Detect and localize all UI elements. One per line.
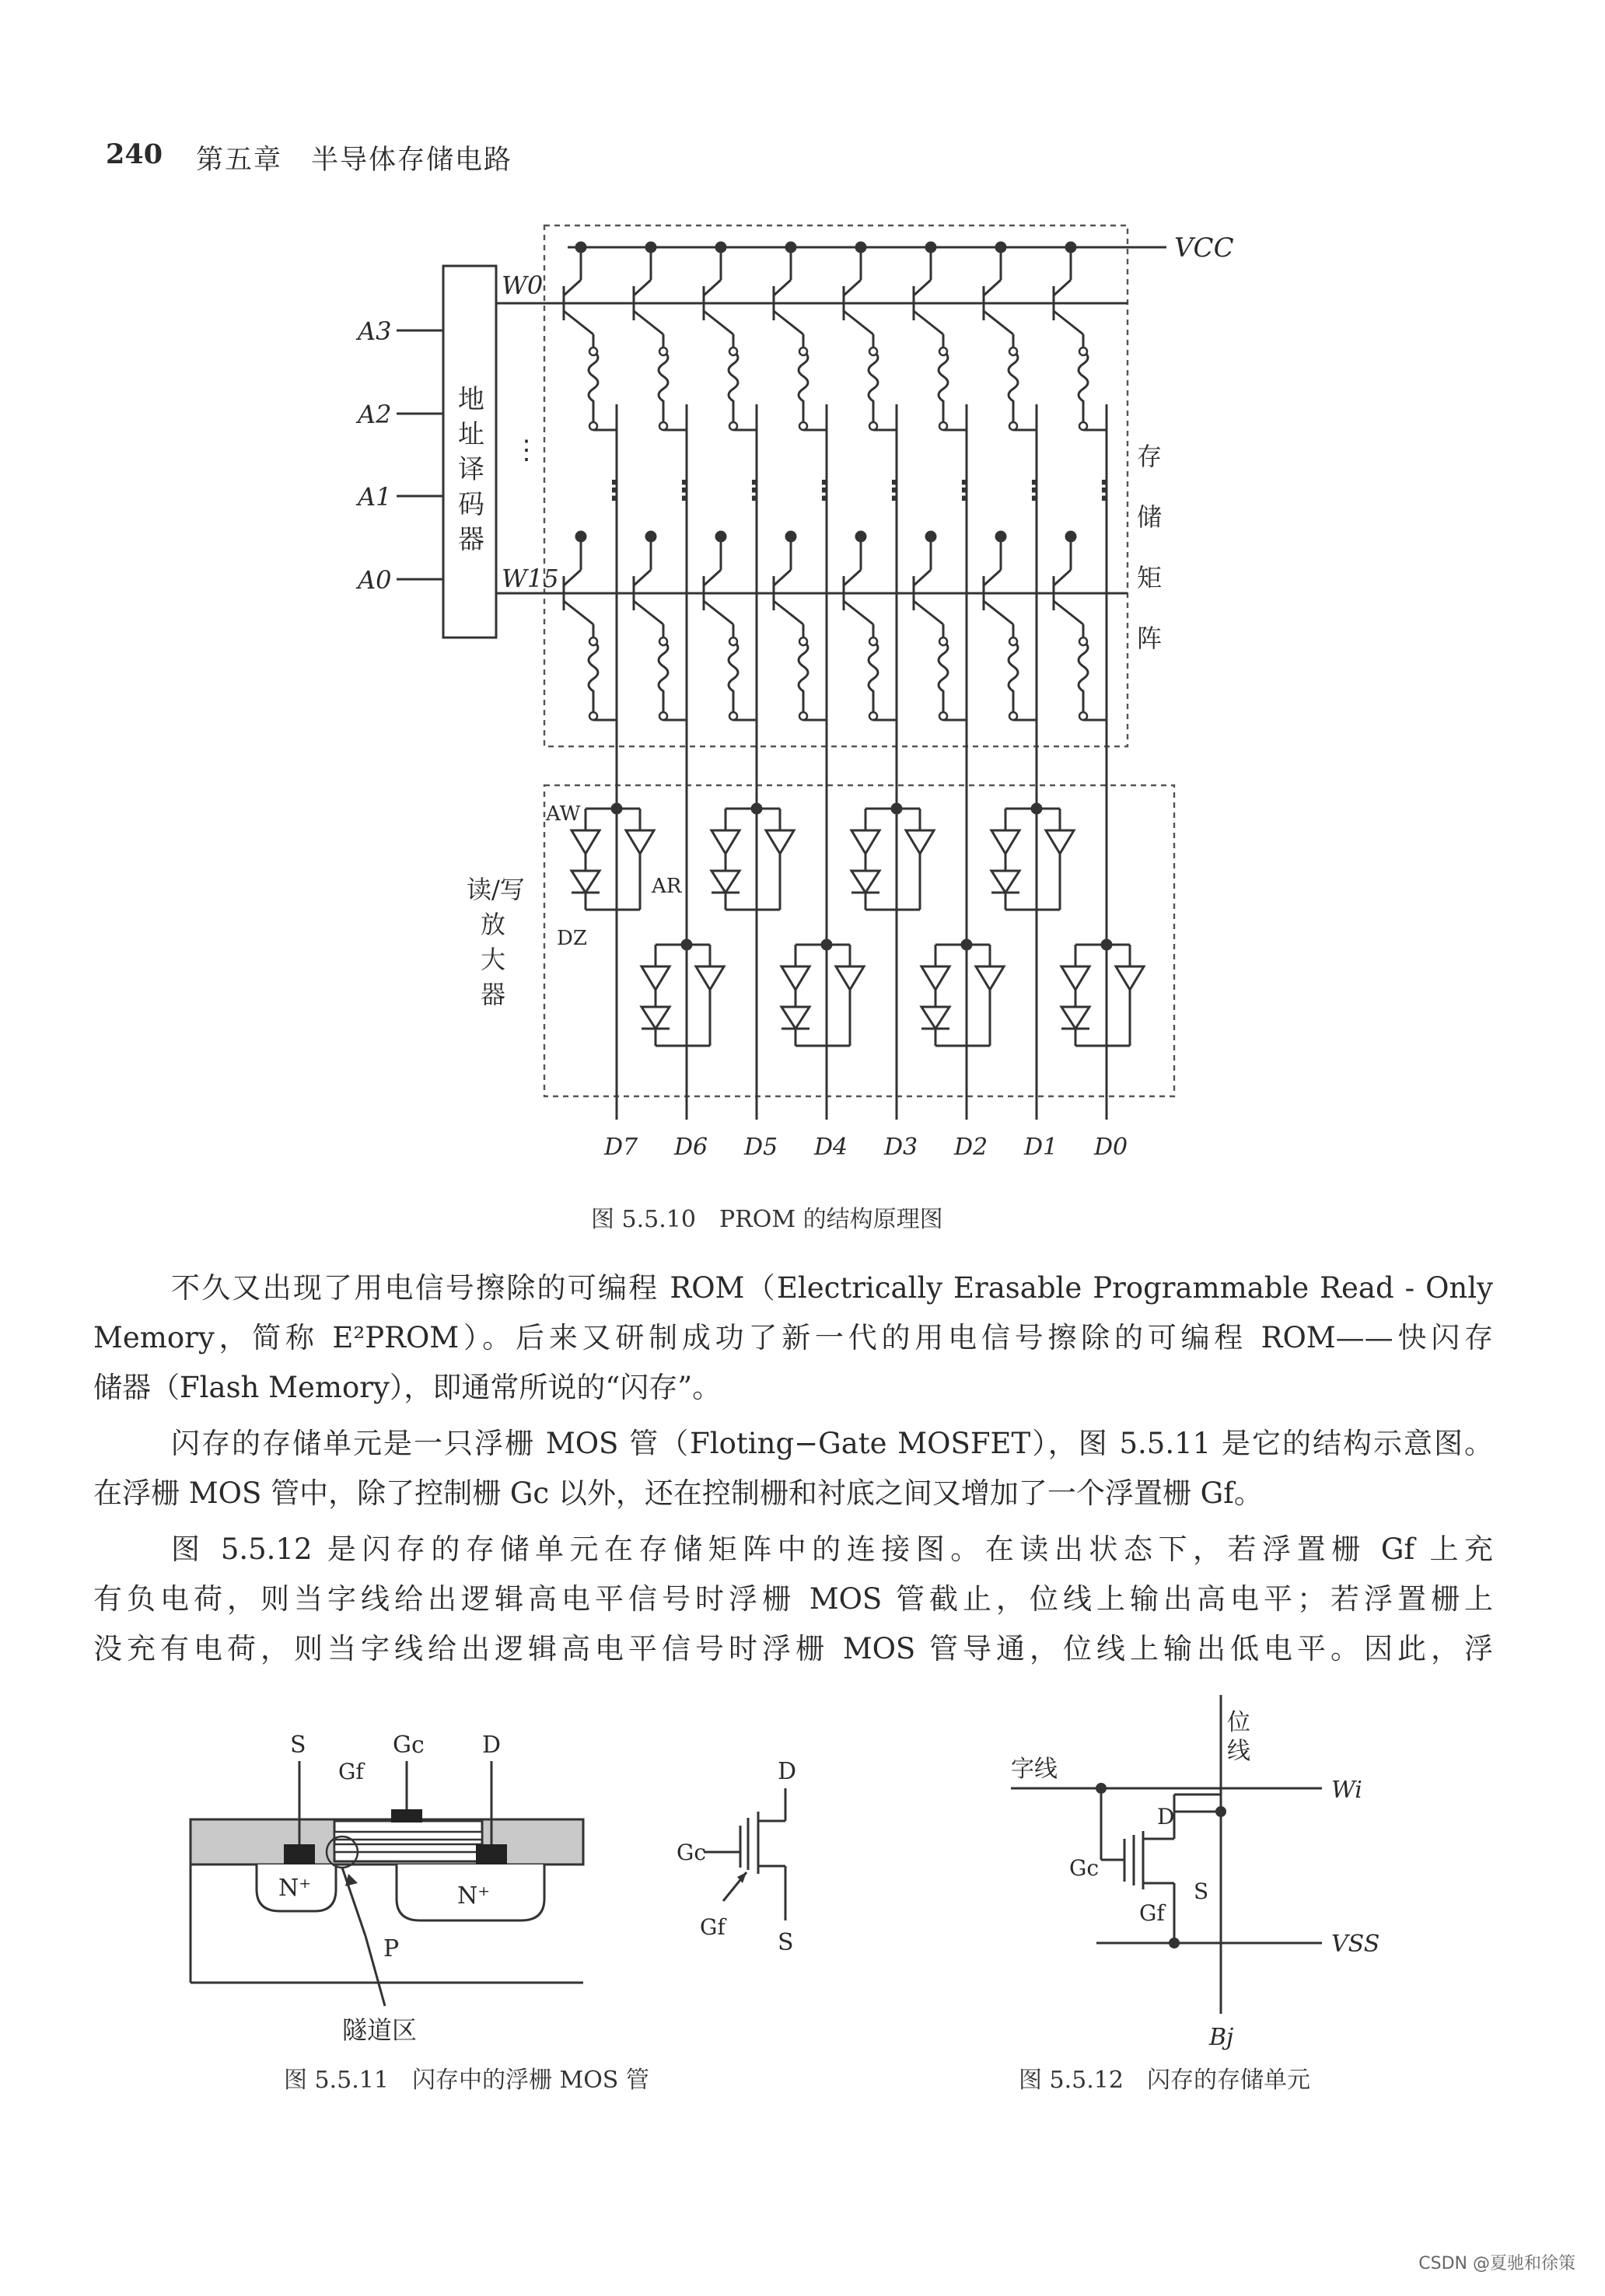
decoder-label-char-3: 译 — [458, 454, 484, 485]
aw-label: AW — [546, 802, 581, 826]
watermark: CSDN @夏驰和徐策 — [1418, 2254, 1575, 2273]
vcc-label: VCC — [1174, 232, 1234, 264]
w0-label: W0 — [502, 271, 544, 300]
fig11-sym-s: S — [778, 1929, 794, 1956]
rw-amplifier-cell — [572, 804, 654, 910]
paragraph-line-8: 没充有电荷，则当字线给出逻辑高电平信号时浮栅 MOS 管导通，位线上输出低电平。因此，浮 — [93, 1632, 1493, 1665]
fig11-tunnel-label: 隧道区 — [342, 2015, 418, 2045]
junction-dot — [926, 243, 935, 252]
paragraph-line-1: 不久又出现了用电信号擦除的可编程 ROM（Electrically Erasable Programmable Read - Only — [171, 1271, 1493, 1305]
paragraph-line-7: 有负电荷，则当字线给出逻辑高电平信号时浮栅 MOS 管截止，位线上输出高电平；若浮置栅上 — [93, 1582, 1493, 1616]
fig11-p-label: P — [383, 1935, 400, 1962]
decoder-label-char-2: 址 — [458, 419, 484, 450]
fig11-gf-label: Gf — [338, 1759, 364, 1784]
page-number: 240 — [106, 138, 163, 170]
fig12-wordline-label: 字线 — [1011, 1756, 1058, 1783]
fig12-bj-label: Bj — [1209, 2024, 1234, 2051]
fig11-n1-label: N⁺ — [278, 1875, 312, 1902]
fig11-s-label: S — [290, 1732, 306, 1759]
amp-label-char-3: 器 — [481, 980, 506, 1009]
matrix-column — [564, 243, 626, 1120]
ellipsis: ⋮ — [883, 477, 906, 504]
junction-dot — [856, 243, 865, 252]
fig12-wi-label: Wi — [1331, 1777, 1362, 1804]
output-label: D6 — [674, 1134, 708, 1161]
fig11-caption: 图 5.5.11 闪存中的浮栅 MOS 管 — [284, 2067, 649, 2094]
junction-dot — [786, 243, 796, 252]
fig12-caption: 图 5.5.12 闪存的存储单元 — [1019, 2067, 1310, 2094]
junction-dot — [646, 243, 656, 252]
output-label: D5 — [744, 1134, 778, 1161]
output-label: D4 — [814, 1134, 848, 1161]
matrix-column — [774, 243, 836, 1120]
addr-a0: A0 — [358, 565, 392, 595]
decoder-ellipsis: ⋮ — [513, 435, 540, 466]
junction-dot — [786, 532, 796, 541]
fig11-sym-gf: Gf — [700, 1914, 726, 1940]
decoder-label-char-5: 器 — [458, 524, 484, 555]
matrix-label-char-3: 矩 — [1137, 563, 1163, 592]
output-label: D2 — [954, 1134, 988, 1161]
fig11-d-label: D — [482, 1732, 502, 1759]
fig12-gc-label: Gc — [1069, 1855, 1100, 1881]
junction-dot — [716, 243, 726, 252]
matrix-column — [914, 243, 976, 1120]
ellipsis: ⋮ — [673, 477, 696, 504]
amp-label-char-1: 放 — [481, 910, 506, 939]
ellipsis: ⋮ — [603, 477, 626, 504]
junction-dot — [576, 243, 586, 252]
fig12-gf-label: Gf — [1139, 1900, 1165, 1926]
addr-a3: A3 — [358, 316, 392, 346]
dz-label: DZ — [557, 927, 587, 950]
fig12-s-label: S — [1194, 1878, 1209, 1904]
junction-dot — [996, 243, 1005, 252]
matrix-label-char-2: 储 — [1137, 502, 1163, 532]
junction-dot — [856, 532, 865, 541]
addr-a1: A1 — [358, 482, 392, 512]
ellipsis: ⋮ — [813, 477, 836, 504]
paragraph-line-6: 图 5.5.12 是闪存的存储单元在存储矩阵中的连接图。在读出状态下，若浮置栅 Gf 上充 — [171, 1532, 1493, 1566]
output-label: D3 — [884, 1134, 918, 1161]
paragraph-line-4: 闪存的存储单元是一只浮栅 MOS 管（Floting−Gate MOSFET），图 5.5.11 是它的结构示意图。 — [171, 1427, 1493, 1460]
amp-label-char-2: 大 — [481, 945, 506, 974]
junction-dot — [1066, 532, 1075, 541]
rw-amplifier-cell — [851, 804, 934, 910]
matrix-column — [634, 243, 696, 1120]
flash-cell-diagram — [0, 1687, 1605, 2123]
junction-dot — [1066, 243, 1075, 252]
paragraph-line-5: 在浮栅 MOS 管中，除了控制栅 Gc 以外，还在控制栅和衬底之间又增加了一个浮置栅 Gf。 — [93, 1476, 1263, 1510]
fig12-d-label: D — [1157, 1804, 1175, 1829]
fig11-n2-label: N⁺ — [457, 1882, 491, 1910]
rw-amplifier-cell — [642, 940, 724, 1046]
fig12-bitline-char-2: 线 — [1227, 1738, 1250, 1765]
matrix-label-char-4: 阵 — [1137, 624, 1163, 653]
decoder-label-char-4: 码 — [458, 489, 484, 520]
paragraph-line-3: 储器（Flash Memory），即通常所说的“闪存”。 — [93, 1371, 722, 1404]
paragraph-line-2: Memory，简称 E²PROM）。后来又研制成功了新一代的用电信号擦除的可编程 ROM——快闪存 — [93, 1321, 1493, 1354]
matrix-column — [1054, 243, 1116, 1120]
ellipsis: ⋮ — [953, 477, 976, 504]
matrix-column — [984, 243, 1046, 1120]
fig10-caption: 图 5.5.10 PROM 的结构原理图 — [591, 1206, 943, 1233]
matrix-label-char-1: 存 — [1137, 442, 1163, 471]
fig12-bitline-char-1: 位 — [1227, 1709, 1250, 1736]
ellipsis: ⋮ — [1093, 477, 1116, 504]
ellipsis: ⋮ — [1023, 477, 1046, 504]
ellipsis: ⋮ — [743, 477, 766, 504]
output-label: D1 — [1024, 1134, 1058, 1161]
fig11-gc-label: Gc — [393, 1732, 425, 1759]
output-label: D7 — [604, 1134, 638, 1161]
rw-amplifier-cell — [712, 804, 794, 910]
rw-amplifier-cell — [1061, 940, 1144, 1046]
addr-a2: A2 — [358, 400, 392, 429]
decoder-label-char-1: 地 — [458, 384, 484, 415]
junction-dot — [926, 532, 935, 541]
rw-amplifier-cell — [782, 940, 864, 1046]
fig11-sym-d: D — [778, 1758, 797, 1785]
matrix-column — [844, 243, 906, 1120]
amp-label-line1: 读/写 — [467, 875, 525, 904]
output-label: D0 — [1094, 1134, 1128, 1161]
junction-dot — [646, 532, 656, 541]
fig12-vss-label: VSS — [1331, 1931, 1380, 1958]
junction-dot — [996, 532, 1005, 541]
rw-amplifier-cell — [921, 940, 1004, 1046]
junction-dot — [716, 532, 726, 541]
fig11-sym-gc: Gc — [677, 1840, 707, 1865]
junction-dot — [576, 532, 586, 541]
w15-label: W15 — [502, 564, 559, 593]
matrix-column — [704, 243, 766, 1120]
chapter-title: 第五章 半导体存储电路 — [196, 145, 513, 176]
ar-label: AR — [652, 875, 682, 898]
rw-amplifier-cell — [991, 804, 1074, 910]
